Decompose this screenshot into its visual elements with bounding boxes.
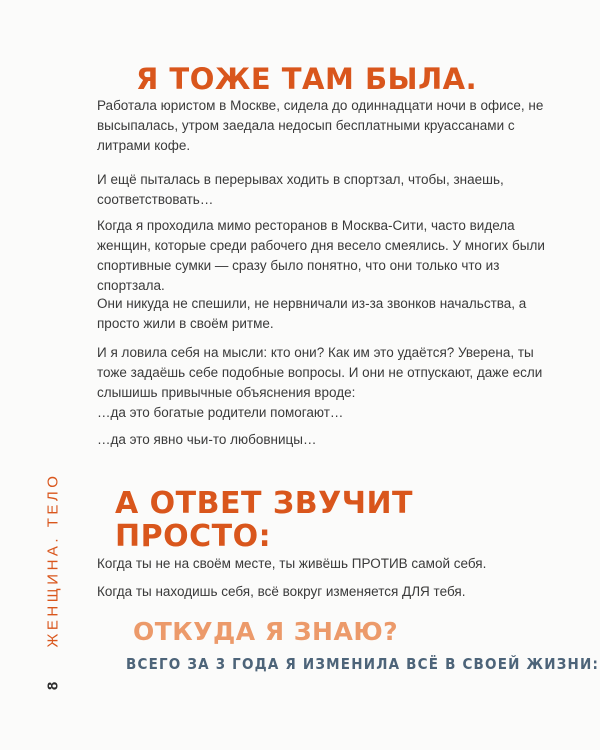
answer-line-1: Когда ты не на своём месте, ты живёшь ПРОТИВ самой себя.: [97, 556, 487, 571]
page-number: [46, 676, 60, 696]
answer-heading: А ОТВЕТ ЗВУЧИТ ПРОСТО:: [115, 486, 414, 554]
paragraph-3: Когда я проходила мимо ресторанов в Москва-Сити, часто видела женщин, которые среди рабочего дня весело смеялись. У многих были спортивные сумки — сразу было понятно, что они только что из спортзала.: [97, 218, 545, 293]
page-number-text: 8: [44, 681, 62, 691]
paragraph-6: …да это богатые родители помогают…: [97, 405, 344, 420]
paragraph-2: И ещё пыталась в перерывах ходить в спортзал, чтобы, знаешь, соответствовать…: [97, 172, 504, 207]
main-heading: Я ТОЖЕ ТАМ БЫЛА.: [136, 62, 478, 96]
paragraph-5: И я ловила себя на мысли: кто они? Как им это удаётся? Уверена, ты тоже задаёшь себе подобные вопросы. И они не отпускают, даже если слышишь привычные объяснения вроде:: [97, 345, 543, 400]
subheading: ВСЕГО ЗА 3 ГОДА Я ИЗМЕНИЛА ВСЁ В СВОЕЙ ЖИЗНИ:: [126, 655, 600, 673]
paragraph-4: Они никуда не спешили, не нервничали из-за звонков начальства, а просто жили в своём ритме.: [97, 296, 527, 331]
paragraph-7: …да это явно чьи-то любовницы…: [97, 432, 317, 447]
side-section-title: [43, 460, 63, 660]
how-heading: ОТКУДА Я ЗНАЮ?: [133, 617, 399, 646]
side-section-label: ЖЕНЩИНА. ТЕЛО: [44, 472, 62, 648]
paragraph-1: Работала юристом в Москве, сидела до одиннадцати ночи в офисе, не высыпалась, утром заедала недосып бесплатными круассанами с литрами кофе.: [97, 98, 544, 153]
answer-line-2: Когда ты находишь себя, всё вокруг изменяется ДЛЯ тебя.: [97, 584, 466, 599]
